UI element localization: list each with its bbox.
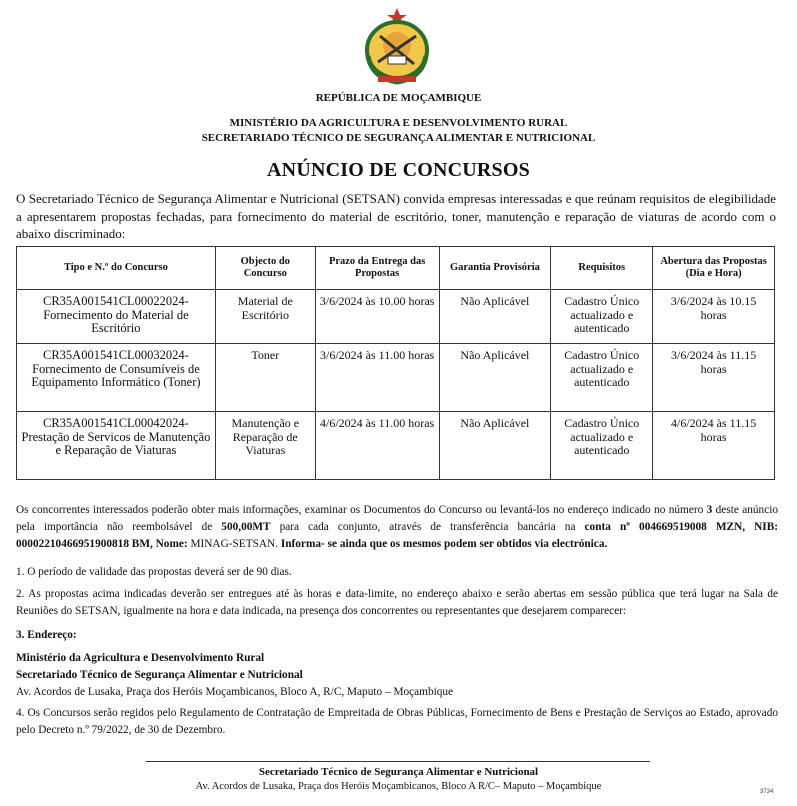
column-header: Tipo e N.º do Concurso <box>17 247 216 290</box>
info-account: conta nº 004669519008 MZN, NIB: 00002210466951900818 BM, Nome: <box>16 521 778 550</box>
submission-item: 2. As propostas acima indicadas deverão ser entregues até às horas e data-limite, no endereço abaixo e serão abertas em sessão pública que terá lugar na Sala de Reuniões do SETSAN, igualmente na hora e data indicada, na presença dos concorrentes ou representantes que desejarem comparecer: <box>16 588 778 617</box>
intro-paragraph: O Secretariado Técnico de Segurança Alimentar e Nutricional (SETSAN) convida empresas interessadas e que reúnam requisitos de elegibilidade a apresentarem propostas fechadas, para fornecimento do material de escritório, toner, manutenção e reparação de viaturas de acordo com o abaixo discriminado: <box>16 191 776 241</box>
address-heading: 3. Endereço: <box>16 629 77 641</box>
column-header: Requisitos <box>551 247 653 290</box>
info-number: 3 <box>706 504 713 516</box>
column-header: Objecto do Concurso <box>215 247 315 290</box>
footer-address: Av. Acordos de Lusaka, Praça dos Heróis Moçambicanos, Bloco A R/C– Maputo – Moçambique <box>195 781 602 792</box>
address-line: Secretariado Técnico de Segurança Alimentar e Nutricional <box>16 669 303 681</box>
table-cell: CR35A001541CL00032024-Fornecimento de Consumíveis de Equipamento Informático (Toner) <box>17 344 216 412</box>
info-name: MINAG-SETSAN. <box>187 538 281 550</box>
page-title: ANÚNCIO DE CONCURSOS <box>267 159 530 181</box>
table-cell: Cadastro Único actualizado e autenticado <box>551 412 653 480</box>
table-cell: Toner <box>215 344 315 412</box>
info-text: para cada conjunto, através de transferência bancária na <box>270 521 585 533</box>
secretariat-name: SECRETARIADO TÉCNICO DE SEGURANÇA ALIMENTAR E NUTRICIONAL <box>201 132 596 144</box>
print-code: 3734 <box>760 789 774 795</box>
info-text: deste anúncio pela importância não reembolsável de <box>16 504 779 533</box>
table-cell: Não Aplicável <box>439 412 551 480</box>
table-cell: 3/6/2024 às 11.15 horas <box>653 344 775 412</box>
column-header: Prazo da Entrega das Propostas <box>315 247 439 290</box>
table-header-row <box>17 247 775 290</box>
info-paragraph <box>16 502 778 553</box>
info-note: Informa- se ainda que os mesmos podem ser obtidos via electrónica. <box>280 538 608 550</box>
info-text: Os concorrentes interessados poderão obter mais informações, examinar os Documentos do Concurso ou levantá-los no endereço indicado no número <box>16 504 707 516</box>
table-cell: CR35A001541CL00042024-Prestação de Servicos de Manutenção e Reparação de Viaturas <box>17 412 216 480</box>
column-header: Garantia Provisória <box>439 247 551 290</box>
table-cell: 4/6/2024 às 11.00 horas <box>315 412 439 480</box>
table-cell: Cadastro Único actualizado e autenticado <box>551 344 653 412</box>
address-line: Av. Acordos de Lusaka, Praça dos Heróis Moçambicanos, Bloco A, R/C, Maputo – Moçambique <box>16 686 454 698</box>
table-row <box>17 344 775 412</box>
tenders-table <box>16 246 775 480</box>
ministry-name: MINISTÉRIO DA AGRICULTURA E DESENVOLVIMENTO RURAL <box>229 117 568 129</box>
republic-name: REPÚBLICA DE MOÇAMBIQUE <box>315 92 482 104</box>
regulation-item: 4. Os Concursos serão regidos pelo Regulamento de Contratação de Empreitada de Obras Públicas, Fornecimento de Bens e Prestação de Serviços ao Estado, aprovado pelo Decreto n.º 79/2022, de 30 de Dezembro. <box>16 707 778 736</box>
footer-divider <box>146 761 650 762</box>
column-header: Abertura das Propostas (Dia e Hora) <box>653 247 775 290</box>
table-row <box>17 412 775 480</box>
table-cell: 4/6/2024 às 11.15 horas <box>653 412 775 480</box>
validity-item: 1. O período de validade das propostas deverá ser de 90 dias. <box>16 566 292 578</box>
table-cell: 3/6/2024 às 11.00 horas <box>315 344 439 412</box>
table-cell: 3/6/2024 às 10.15 horas <box>653 290 775 344</box>
info-amount: 500,00MT <box>221 521 271 533</box>
coat-of-arms-icon <box>360 6 434 86</box>
table-cell: Manutenção e Reparação de Viaturas <box>215 412 315 480</box>
table-cell: 3/6/2024 às 10.00 horas <box>315 290 439 344</box>
table-cell: Cadastro Único actualizado e autenticado <box>551 290 653 344</box>
table-row <box>17 290 775 344</box>
footer-title: Secretariado Técnico de Segurança Alimentar e Nutricional <box>258 766 539 778</box>
address-line: Ministério da Agricultura e Desenvolvimento Rural <box>16 652 265 664</box>
table-cell: CR35A001541CL00022024-Fornecimento do Material de Escritório <box>17 290 216 344</box>
table-cell: Não Aplicável <box>439 344 551 412</box>
table-cell: Material de Escritório <box>215 290 315 344</box>
table-cell: Não Aplicável <box>439 290 551 344</box>
